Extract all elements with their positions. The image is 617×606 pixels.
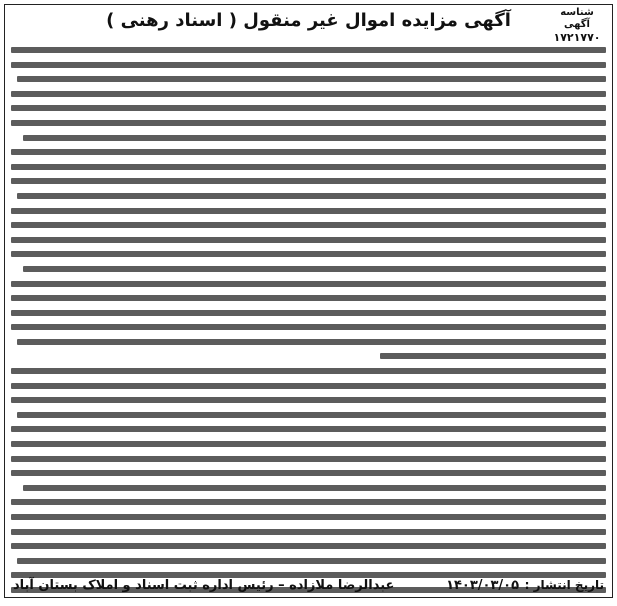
body-text-line [11,456,606,462]
body-text-line [11,208,606,214]
body-text-line [11,164,606,170]
body-text-line [11,543,606,549]
body-text-line [17,412,606,418]
publish-date-value: ۱۴۰۳/۰۳/۰۵ [446,578,520,593]
publish-date [446,574,604,593]
body-text-line [11,514,606,520]
notice-id-box [546,7,608,44]
body-text-line [11,281,606,287]
body-text-line [11,149,606,155]
body-text-line [11,324,606,330]
body-text-line [11,251,606,257]
body-text-line [11,310,606,316]
body-text-line [11,62,606,68]
body-text-line [11,178,606,184]
body-text-line [11,529,606,535]
body-text-line [11,295,606,301]
notice-title: آگهی مزایده اموال غیر منقول ( اسناد رهنی ) [106,10,511,31]
body-text-line [11,237,606,243]
body-text-line [11,47,606,53]
body-text-line [23,485,606,491]
body-text-line [11,222,606,228]
notice-body-placeholder [11,47,606,559]
body-text-line [11,383,606,389]
body-text-line [11,368,606,374]
body-text-line [380,353,606,359]
signature-line: عبدالرضا ملازاده – رئیس اداره ثبت اسناد و املاک بستان آباد [13,578,395,593]
body-text-line [17,76,606,82]
body-text-line [11,397,606,403]
body-text-line [11,441,606,447]
body-text-line [11,91,606,97]
body-text-line [11,120,606,126]
notice-page [4,4,613,598]
body-text-line [11,470,606,476]
body-text-line [17,339,606,345]
notice-footer [13,559,604,593]
publish-date-label: تاریخ انتشار : [524,578,604,592]
notice-id-label: شناسه آگهی [560,7,594,30]
body-text-line [11,499,606,505]
body-text-line [11,105,606,111]
body-text-line [11,426,606,432]
body-text-line [17,193,606,199]
body-text-line [23,266,606,272]
body-text-line [23,135,606,141]
notice-id-number: ۱۷۲۱۷۷۰ [553,31,601,44]
